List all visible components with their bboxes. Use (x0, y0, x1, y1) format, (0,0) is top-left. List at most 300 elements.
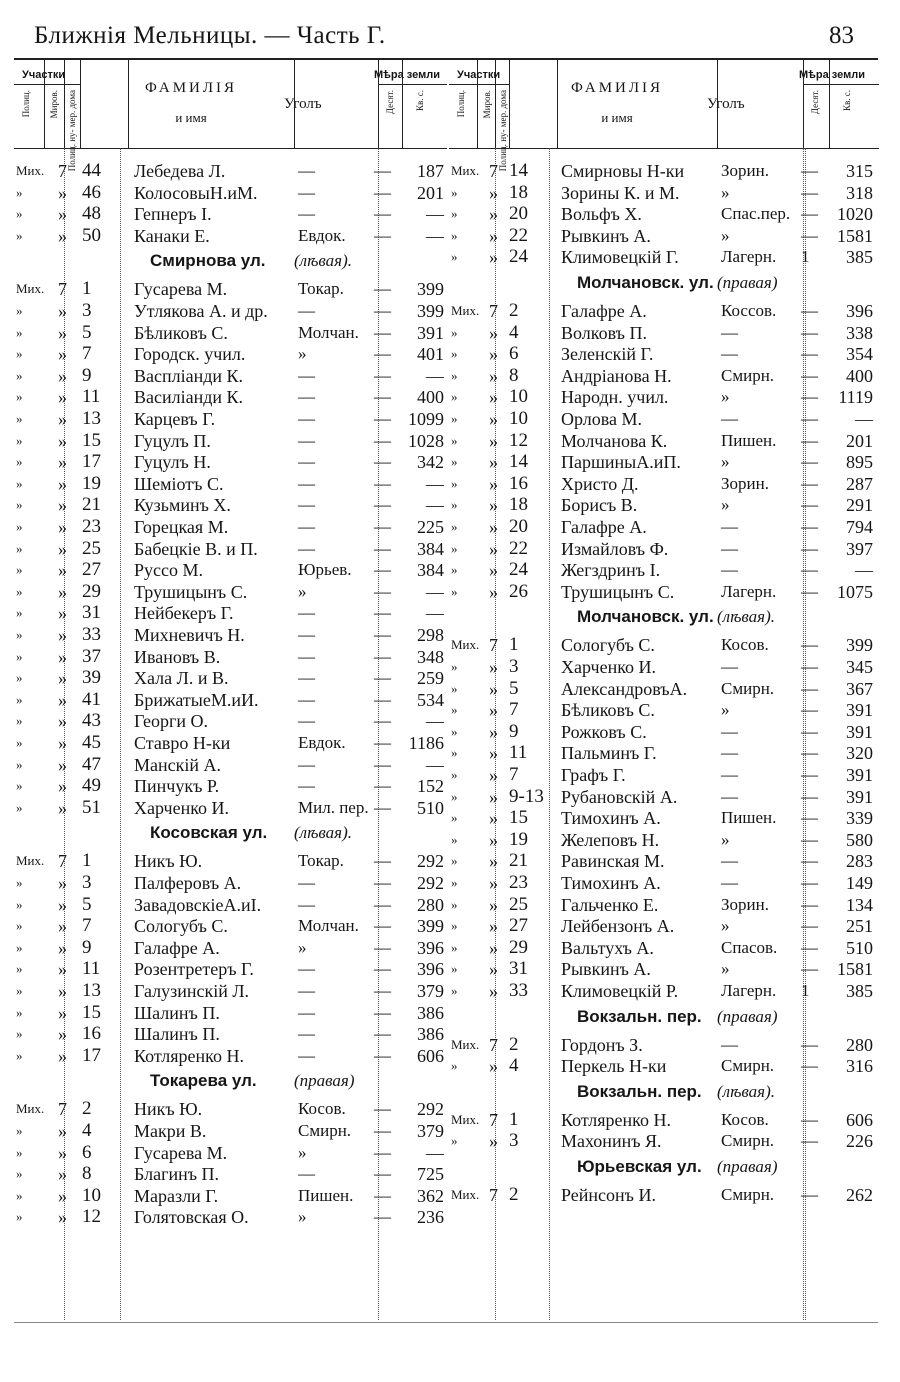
police-district: » (451, 583, 458, 599)
desyatins: — (374, 495, 391, 515)
owner-name: Шеміотъ С. (134, 473, 224, 494)
corner-street: — (298, 646, 315, 666)
magistrate-district: » (58, 776, 67, 797)
police-district: » (451, 680, 458, 696)
house-number: 7 (82, 915, 92, 937)
square-sazhens: 236 (417, 1207, 444, 1228)
police-district: » (451, 389, 458, 405)
owner-name: Гусарева М. (134, 279, 228, 300)
house-number: 12 (509, 429, 528, 451)
police-district: Мих. (451, 637, 480, 653)
header-group-uchastki: Участки (457, 69, 501, 81)
desyatins: — (374, 776, 391, 796)
square-sazhens: 201 (417, 182, 444, 203)
street-name: Токарева ул. (150, 1071, 257, 1091)
owner-name: Христо Д. (561, 473, 639, 494)
table-row (14, 473, 447, 495)
desyatins: — (374, 873, 391, 892)
house-number: 45 (82, 732, 101, 753)
street-heading (449, 270, 879, 296)
police-district: » (451, 875, 458, 890)
house-number: 20 (509, 516, 528, 537)
table-row (14, 646, 447, 668)
table-row (14, 937, 447, 959)
magistrate-district: 7 (489, 1109, 498, 1130)
table-row (14, 408, 447, 430)
house-number: 24 (509, 559, 528, 581)
square-sazhens: — (426, 365, 444, 386)
magistrate-district: » (489, 873, 498, 893)
table-row (14, 754, 447, 776)
square-sazhens: 379 (417, 1121, 444, 1141)
police-district: » (451, 659, 458, 674)
header-group-rule (449, 84, 509, 85)
house-number: 5 (82, 321, 92, 343)
table-row (449, 721, 879, 743)
owner-name: АлександровъА. (561, 678, 688, 699)
owner-name: Шалинъ П. (134, 1024, 220, 1045)
table-row (449, 678, 879, 700)
house-number: 26 (509, 580, 528, 602)
header-col-des: Десят. (385, 90, 395, 115)
magistrate-district: » (489, 894, 498, 915)
corner-street: Смирн. (721, 365, 775, 385)
magistrate-district: » (58, 430, 67, 451)
desyatins: — (801, 765, 818, 784)
square-sazhens: 251 (846, 916, 873, 937)
magistrate-district: » (58, 322, 67, 343)
police-district: » (451, 831, 458, 847)
corner-street: Смирн. (721, 1185, 775, 1204)
table-row (449, 872, 879, 894)
police-district: Мих. (16, 281, 45, 297)
square-sazhens: 292 (417, 1099, 444, 1120)
magistrate-district: » (58, 603, 67, 624)
table-row (449, 937, 879, 959)
table-row (449, 494, 879, 516)
page-number: 83 (829, 22, 854, 49)
magistrate-district: 7 (489, 161, 498, 181)
owner-name: Народн. учил. (561, 387, 669, 408)
square-sazhens: — (426, 603, 444, 624)
magistrate-district: » (58, 473, 67, 494)
police-district: » (451, 918, 458, 934)
owner-name: Галузинскій Л. (134, 981, 250, 1001)
table-row (14, 732, 447, 754)
magistrate-district: » (489, 409, 498, 429)
house-number: 3 (82, 872, 92, 893)
house-number: 16 (509, 472, 528, 494)
magistrate-district: » (489, 916, 498, 937)
magistrate-district: » (489, 387, 498, 408)
magistrate-district: » (489, 247, 498, 268)
police-district: » (451, 723, 458, 739)
owner-name: Пинчукъ Р. (134, 776, 220, 797)
owner-name: Кузьминъ Х. (134, 495, 231, 516)
magistrate-district: 7 (58, 279, 67, 300)
corner-street: Спас.пер. (721, 204, 791, 224)
house-number: 3 (509, 656, 519, 677)
square-sazhens: 510 (417, 797, 444, 818)
magistrate-district: » (489, 452, 498, 473)
table-row (449, 160, 879, 182)
owner-name: Зорины К. и М. (561, 182, 680, 203)
police-district: » (16, 648, 23, 664)
table-row (449, 764, 879, 786)
corner-street: — (298, 387, 315, 407)
header-rule (509, 60, 510, 148)
magistrate-district: » (58, 452, 67, 473)
magistrate-district: 7 (489, 635, 498, 656)
table-row (14, 850, 447, 872)
desyatins: — (374, 1142, 391, 1162)
square-sazhens: 287 (846, 473, 873, 494)
desyatins: — (374, 322, 391, 342)
square-sazhens: 396 (417, 937, 444, 958)
table-row (449, 225, 879, 247)
owner-name: Трушицынъ С. (134, 581, 248, 602)
house-number: 10 (82, 1184, 101, 1206)
police-district: » (451, 432, 458, 448)
owner-name: Харченко И. (561, 657, 657, 677)
table-row (14, 980, 447, 1002)
owner-name: Розентретеръ Г. (134, 959, 254, 980)
square-sazhens: — (426, 1142, 444, 1163)
house-number: 4 (509, 321, 519, 343)
owner-name: Жегздринъ І. (561, 560, 661, 581)
magistrate-district: 7 (58, 851, 67, 872)
owner-name: Шалинъ П. (134, 1002, 220, 1023)
house-number: 47 (82, 753, 101, 775)
table-row (14, 894, 447, 916)
desyatins: — (374, 538, 391, 558)
street-heading (14, 248, 447, 274)
magistrate-district: 7 (489, 1185, 498, 1205)
desyatins: — (801, 581, 818, 601)
police-district: » (451, 519, 458, 534)
square-sazhens: 794 (846, 517, 873, 537)
house-number: 6 (509, 343, 519, 365)
magistrate-district: » (489, 225, 498, 246)
corner-street: Зорин. (721, 473, 769, 493)
square-sazhens: 386 (417, 1002, 444, 1023)
police-district: » (16, 1144, 23, 1160)
street-heading (449, 1154, 879, 1180)
owner-name: ЗавадовскіеА.иІ. (134, 894, 262, 915)
street-name: Юрьевская ул. (577, 1157, 702, 1176)
house-number: 33 (509, 980, 528, 1001)
street-side: (правая) (717, 273, 778, 292)
house-number: 6 (82, 1141, 92, 1163)
square-sazhens: 201 (846, 430, 873, 451)
house-number: 37 (82, 645, 101, 667)
magistrate-district: » (489, 182, 498, 203)
header-col-kv: Кв. с. (842, 90, 852, 111)
owner-name: Лейбензонъ А. (561, 916, 675, 937)
street-heading (449, 604, 879, 630)
desyatins: — (801, 894, 818, 914)
corner-street: » (298, 937, 307, 957)
table-row (14, 1163, 447, 1185)
owner-name: Тимохинъ А. (561, 873, 661, 893)
square-sazhens: 1581 (837, 959, 873, 980)
table-row (449, 203, 879, 225)
police-district: » (16, 583, 23, 599)
magistrate-district: » (58, 894, 67, 915)
owner-name: Василіанди К. (134, 387, 244, 408)
desyatins: — (801, 1131, 818, 1151)
square-sazhens: 320 (846, 743, 873, 764)
police-district: » (451, 767, 458, 782)
corner-street: — (721, 873, 738, 892)
magistrate-district: 7 (489, 301, 498, 321)
house-number: 4 (509, 1055, 519, 1077)
police-district: » (16, 735, 23, 750)
corner-street: — (298, 495, 315, 515)
table-row (449, 182, 879, 204)
street-name: Вокзальн. пер. (577, 1081, 702, 1101)
desyatins: — (374, 1099, 391, 1119)
magistrate-district: » (58, 689, 67, 710)
square-sazhens: — (426, 204, 444, 225)
house-number: 3 (82, 300, 92, 321)
square-sazhens: 1099 (408, 409, 444, 429)
table-row (449, 894, 879, 916)
owner-name: Нейбекеръ Г. (134, 603, 234, 624)
desyatins: — (374, 894, 391, 914)
corner-street: Зорин. (721, 894, 769, 914)
police-district: » (16, 367, 23, 383)
owner-name: Васпліанди К. (134, 365, 244, 386)
table-row (449, 386, 879, 408)
square-sazhens: 725 (417, 1164, 444, 1185)
house-number: 25 (509, 893, 528, 915)
owner-name: Городск. учил. (134, 344, 246, 365)
corner-street: » (721, 225, 730, 245)
desyatins: — (801, 937, 818, 957)
magistrate-district: » (489, 765, 498, 785)
corner-street: Пишен. (721, 808, 777, 828)
police-district: » (16, 303, 23, 318)
magistrate-district: » (58, 797, 67, 818)
table-row (449, 1055, 879, 1077)
column-body (449, 148, 879, 1320)
table-row (14, 775, 447, 797)
police-district: » (451, 853, 458, 869)
house-number: 33 (82, 624, 101, 645)
police-district: » (16, 454, 23, 470)
house-number: 3 (509, 1130, 519, 1152)
header-col-des: Десят. (810, 90, 820, 115)
desyatins: — (374, 1045, 391, 1065)
desyatins: — (801, 495, 818, 515)
header-group-rule (14, 84, 80, 85)
corner-street: Смирн. (721, 1131, 775, 1151)
table-row (14, 300, 447, 322)
owner-name: Зеленскій Г. (561, 344, 654, 365)
desyatins: — (801, 161, 818, 180)
house-number: 14 (509, 160, 528, 181)
magistrate-district: » (489, 721, 498, 742)
corner-street: — (298, 365, 315, 385)
square-sazhens: 1075 (837, 581, 873, 602)
house-number: 13 (82, 408, 101, 429)
house-number: 9 (82, 364, 92, 386)
desyatins: — (801, 786, 818, 806)
desyatins: — (374, 517, 391, 536)
magistrate-district: » (489, 1056, 498, 1077)
magistrate-district: » (489, 322, 498, 343)
magistrate-district: » (58, 733, 67, 753)
desyatins: — (801, 538, 818, 558)
magistrate-district: » (489, 700, 498, 721)
desyatins: — (374, 1185, 391, 1205)
square-sazhens: — (855, 409, 873, 429)
house-number: 12 (82, 1206, 101, 1228)
corner-street: Лагерн. (721, 581, 777, 601)
owner-name: Гуцулъ Н. (134, 452, 211, 473)
house-number: 31 (509, 958, 528, 980)
corner-street: — (721, 657, 738, 676)
magistrate-district: » (489, 581, 498, 602)
table-row (14, 1206, 447, 1228)
police-district: » (451, 227, 458, 243)
desyatins: — (801, 808, 818, 828)
corner-street: Коссов. (721, 301, 777, 320)
magistrate-district: » (58, 1045, 67, 1066)
magistrate-district: » (58, 1002, 67, 1023)
square-sazhens: 396 (417, 959, 444, 980)
owner-name: Ставро Н-ки (134, 733, 231, 753)
corner-street: — (298, 603, 315, 623)
desyatins: — (374, 182, 391, 202)
police-district: » (451, 896, 458, 912)
desyatins: — (374, 668, 391, 688)
corner-street: Пишен. (298, 1185, 354, 1205)
police-district: » (16, 1187, 23, 1203)
desyatins: — (801, 1185, 818, 1204)
police-district: » (16, 184, 23, 200)
square-sazhens: 152 (417, 776, 444, 797)
street-name: Молчановск. ул. (577, 273, 714, 292)
street-heading (449, 1079, 879, 1105)
table-row (14, 1045, 447, 1067)
table-row (14, 430, 447, 452)
table-row (449, 559, 879, 581)
corner-street: — (298, 959, 315, 979)
police-district: » (16, 691, 23, 707)
police-district: » (16, 206, 23, 222)
house-number: 23 (82, 516, 101, 537)
header-rule (128, 60, 129, 148)
magistrate-district: » (58, 409, 67, 429)
square-sazhens: 534 (417, 689, 444, 710)
square-sazhens: 134 (846, 894, 873, 915)
police-district: » (451, 206, 458, 222)
owner-name: Никъ Ю. (134, 851, 203, 872)
table-row (14, 386, 447, 408)
magistrate-district: » (489, 743, 498, 764)
table-row (14, 1002, 447, 1024)
square-sazhens: — (855, 560, 873, 581)
square-sazhens: 280 (417, 894, 444, 915)
square-sazhens: 510 (846, 937, 873, 958)
owner-name: Ивановъ В. (134, 646, 221, 667)
corner-street: — (298, 1002, 315, 1022)
house-number: 41 (82, 688, 101, 710)
corner-street: — (298, 161, 315, 180)
house-number: 20 (509, 203, 528, 225)
table-row (449, 300, 879, 322)
desyatins: — (801, 473, 818, 493)
header-col-dom: Полиц. ну- мер. дома (67, 90, 77, 172)
bottom-rule (14, 1322, 878, 1323)
house-number: 19 (509, 828, 528, 850)
owner-name: Молчанова К. (561, 430, 668, 451)
house-number: 46 (82, 181, 101, 203)
house-number: 10 (509, 386, 528, 408)
square-sazhens: 399 (417, 301, 444, 321)
police-district: » (451, 475, 458, 491)
square-sazhens: 292 (417, 873, 444, 893)
street-heading (14, 820, 447, 846)
police-district: Мих. (451, 303, 480, 318)
desyatins: — (801, 430, 818, 450)
table-row (14, 667, 447, 689)
magistrate-district: » (489, 1131, 498, 1152)
square-sazhens: 342 (417, 452, 444, 473)
street-side: (правая) (717, 1157, 778, 1176)
desyatins: — (801, 678, 818, 698)
table-row (14, 689, 447, 711)
house-number: 15 (82, 1001, 101, 1023)
house-number: 39 (82, 667, 101, 689)
corner-street: » (721, 959, 730, 979)
square-sazhens: 895 (846, 452, 873, 473)
running-head: Ближнія Мельницы. — Часть Г. (34, 22, 386, 49)
desyatins: — (374, 689, 391, 709)
square-sazhens: — (426, 225, 444, 246)
magistrate-district: » (489, 204, 498, 225)
table-row (449, 430, 879, 452)
house-number: 25 (82, 537, 101, 559)
police-district: » (451, 249, 458, 265)
table-row (449, 516, 879, 538)
police-district: » (16, 519, 23, 534)
corner-street: — (721, 1034, 738, 1054)
desyatins: — (374, 344, 391, 364)
square-sazhens: 1119 (838, 387, 873, 408)
table-row (449, 742, 879, 764)
square-sazhens: 391 (846, 700, 873, 721)
magistrate-district: » (58, 959, 67, 980)
owner-name: Равинская М. (561, 851, 665, 872)
square-sazhens: 318 (846, 182, 873, 203)
square-sazhens: 362 (417, 1185, 444, 1206)
square-sazhens: 315 (846, 161, 873, 181)
table-row (449, 538, 879, 560)
magistrate-district: » (489, 344, 498, 365)
police-district: » (451, 184, 458, 200)
magistrate-district: » (489, 829, 498, 850)
owner-name: Пальминъ Г. (561, 743, 657, 764)
square-sazhens: 391 (417, 322, 444, 343)
desyatins: — (374, 430, 391, 450)
desyatins: — (801, 1109, 818, 1129)
square-sazhens: 391 (846, 786, 873, 807)
table-row (449, 581, 879, 603)
corner-street: — (721, 517, 738, 536)
